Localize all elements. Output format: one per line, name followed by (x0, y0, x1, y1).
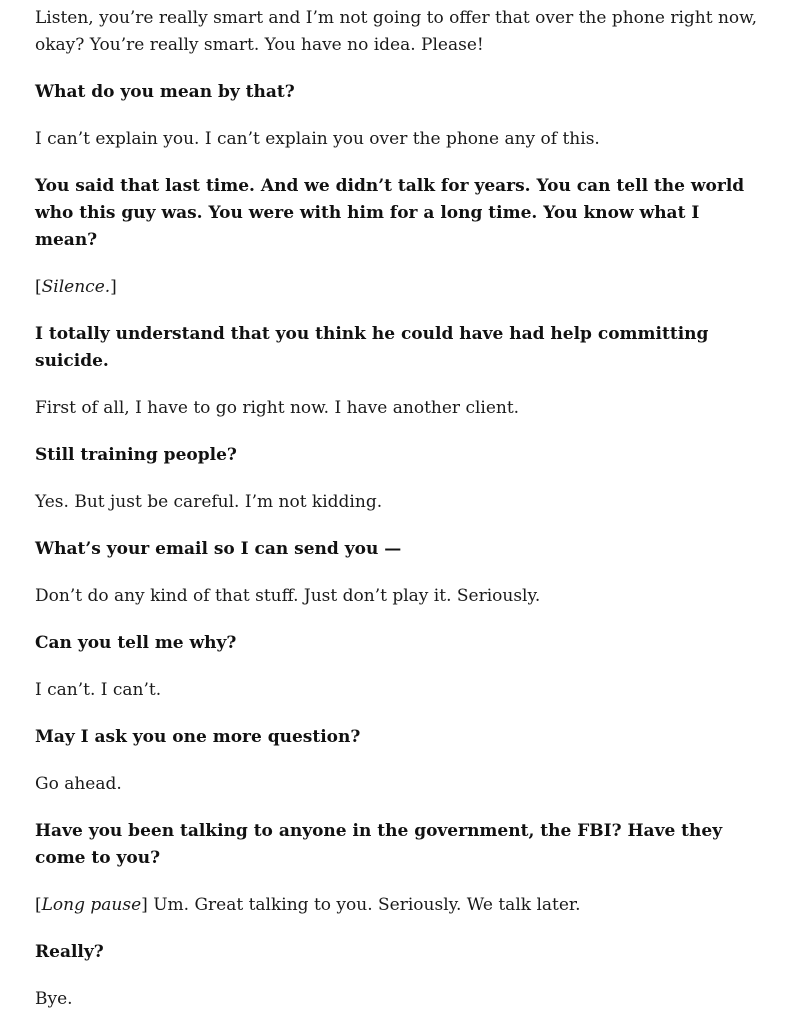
question-paragraph: Really? (35, 942, 104, 962)
answer-paragraph (35, 892, 764, 919)
answer-paragraph: I can’t. I can’t. (35, 680, 162, 700)
answer-text: ] Um. Great talking to you. Seriously. We talk later. (141, 895, 581, 915)
question-paragraph: Have you been talking to anyone in the government, the FBI? Have they come to you? (35, 821, 723, 868)
bracket-close: ] (110, 277, 117, 297)
question-paragraph: Still training people? (35, 445, 237, 465)
question-paragraph: You said that last time. And we didn’t talk for years. You can tell the world who this guy was. You were with him for a long time. You know what I mean? (35, 176, 745, 250)
stage-direction-text: Long pause (41, 895, 142, 915)
question-paragraph: Can you tell me why? (35, 633, 237, 653)
bracket-open: [ (35, 895, 42, 915)
answer-paragraph: Go ahead. (35, 774, 122, 794)
answer-paragraph: Bye. (35, 989, 73, 1009)
bracket-open: [ (35, 277, 42, 297)
question-paragraph: I totally understand that you think he could have had help committing suicide. (35, 324, 709, 371)
answer-paragraph: First of all, I have to go right now. I have another client. (35, 398, 520, 418)
stage-direction-text: Silence. (41, 277, 111, 297)
answer-paragraph: Listen, you’re really smart and I’m not going to offer that over the phone right now, okay? You’re really smart. You have no idea. Please! (35, 8, 758, 55)
stage-direction-paragraph (35, 274, 764, 301)
question-paragraph: What do you mean by that? (35, 82, 295, 102)
answer-paragraph: Yes. But just be careful. I’m not kidding. (35, 492, 383, 512)
question-paragraph: May I ask you one more question? (35, 727, 361, 747)
answer-paragraph: I can’t explain you. I can’t explain you over the phone any of this. (35, 129, 600, 149)
answer-paragraph: Don’t do any kind of that stuff. Just don’t play it. Seriously. (35, 586, 541, 606)
question-paragraph: What’s your email so I can send you — (35, 539, 402, 559)
